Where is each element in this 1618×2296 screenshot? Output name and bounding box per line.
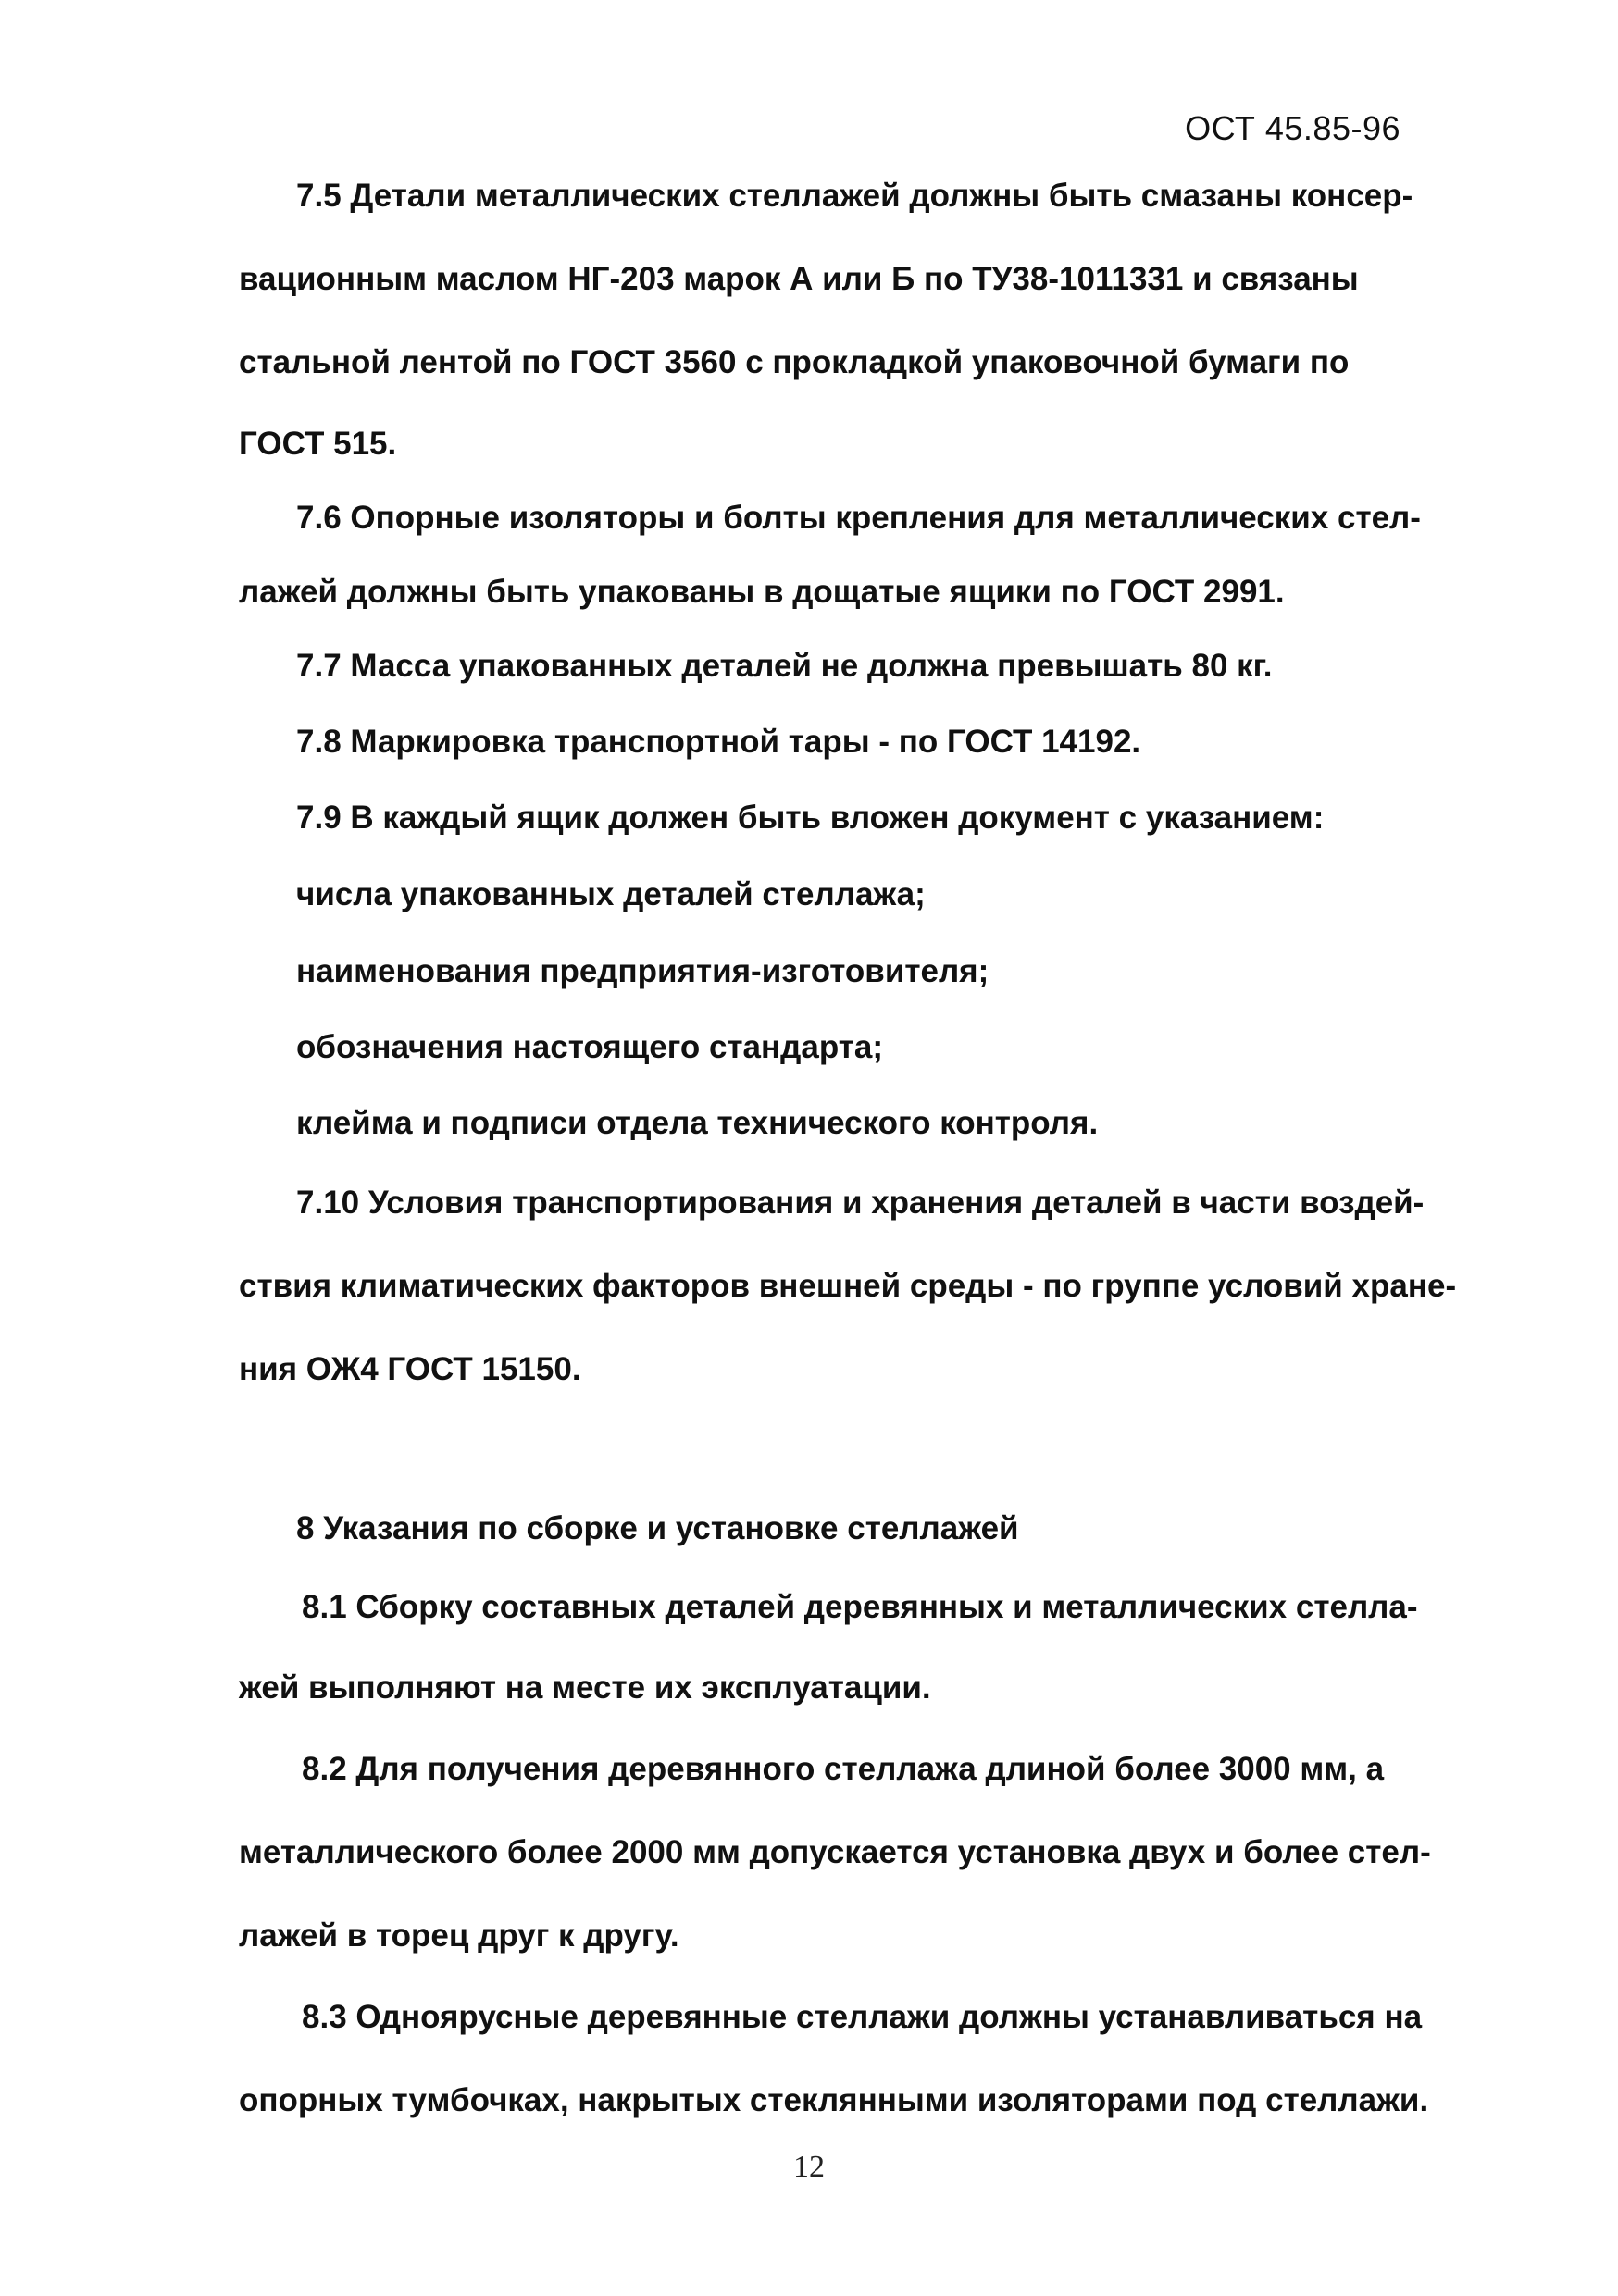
paragraph-8-3-line-1: 8.3 Одноярусные деревянные стеллажи должны устанавливаться на bbox=[302, 1999, 1423, 2035]
paragraph-7-9-item-1: числа упакованных деталей стеллажа; bbox=[296, 876, 926, 912]
paragraph-7-9-item-2: наименования предприятия-изготовителя; bbox=[296, 953, 989, 989]
page-number: 12 bbox=[793, 2150, 825, 2184]
paragraph-7-9-item-3: обозначения настоящего стандарта; bbox=[296, 1029, 884, 1065]
paragraph-8-2-line-1: 8.2 Для получения деревянного стеллажа длиной более 3000 мм, а bbox=[302, 1751, 1385, 1787]
paragraph-8-1-line-1: 8.1 Сборку составных деталей деревянных и металлических стелла- bbox=[302, 1589, 1418, 1625]
paragraph-7-10-line-1: 7.10 Условия транспортирования и хранения деталей в части воздей- bbox=[296, 1185, 1425, 1221]
section-8-heading: 8 Указания по сборке и установке стеллажей bbox=[296, 1510, 1019, 1546]
document-code: ОСТ 45.85-96 bbox=[1185, 109, 1400, 147]
paragraph-8-2-line-2: металлического более 2000 мм допускается установка двух и более стел- bbox=[239, 1834, 1431, 1870]
paragraph-7-5-line-4: ГОСТ 515. bbox=[239, 426, 397, 462]
paragraph-7-5-line-2: вационным маслом НГ-203 марок А или Б по ТУ38-1011331 и связаны bbox=[239, 261, 1359, 297]
paragraph-7-5-line-3: стальной лентой по ГОСТ 3560 с прокладкой упаковочной бумаги по bbox=[239, 344, 1350, 380]
paragraph-7-9-item-4: клейма и подписи отдела технического контроля. bbox=[296, 1105, 1099, 1141]
paragraph-7-5-line-1: 7.5 Детали металлических стеллажей должны быть смазаны консер- bbox=[296, 178, 1413, 214]
paragraph-7-7-line-1: 7.7 Масса упакованных деталей не должна превышать 80 кг. bbox=[296, 648, 1273, 684]
paragraph-7-6-line-2: лажей должны быть упакованы в дощатые ящики по ГОСТ 2991. bbox=[239, 574, 1285, 610]
paragraph-8-1-line-2: жей выполняют на месте их эксплуатации. bbox=[239, 1669, 931, 1706]
paragraph-7-10-line-3: ния ОЖ4 ГОСТ 15150. bbox=[239, 1351, 581, 1387]
paragraph-8-3-line-2: опорных тумбочках, накрытых стеклянными изоляторами под стеллажи. bbox=[239, 2082, 1429, 2118]
paragraph-7-8-line-1: 7.8 Маркировка транспортной тары - по ГОСТ 14192. bbox=[296, 724, 1141, 760]
paragraph-7-9-line-1: 7.9 В каждый ящик должен быть вложен документ с указанием: bbox=[296, 800, 1325, 836]
paragraph-8-2-line-3: лажей в торец друг к другу. bbox=[239, 1917, 679, 1954]
paragraph-7-6-line-1: 7.6 Опорные изоляторы и болты крепления для металлических стел- bbox=[296, 500, 1421, 536]
paragraph-7-10-line-2: ствия климатических факторов внешней среды - по группе условий хране- bbox=[239, 1268, 1457, 1304]
